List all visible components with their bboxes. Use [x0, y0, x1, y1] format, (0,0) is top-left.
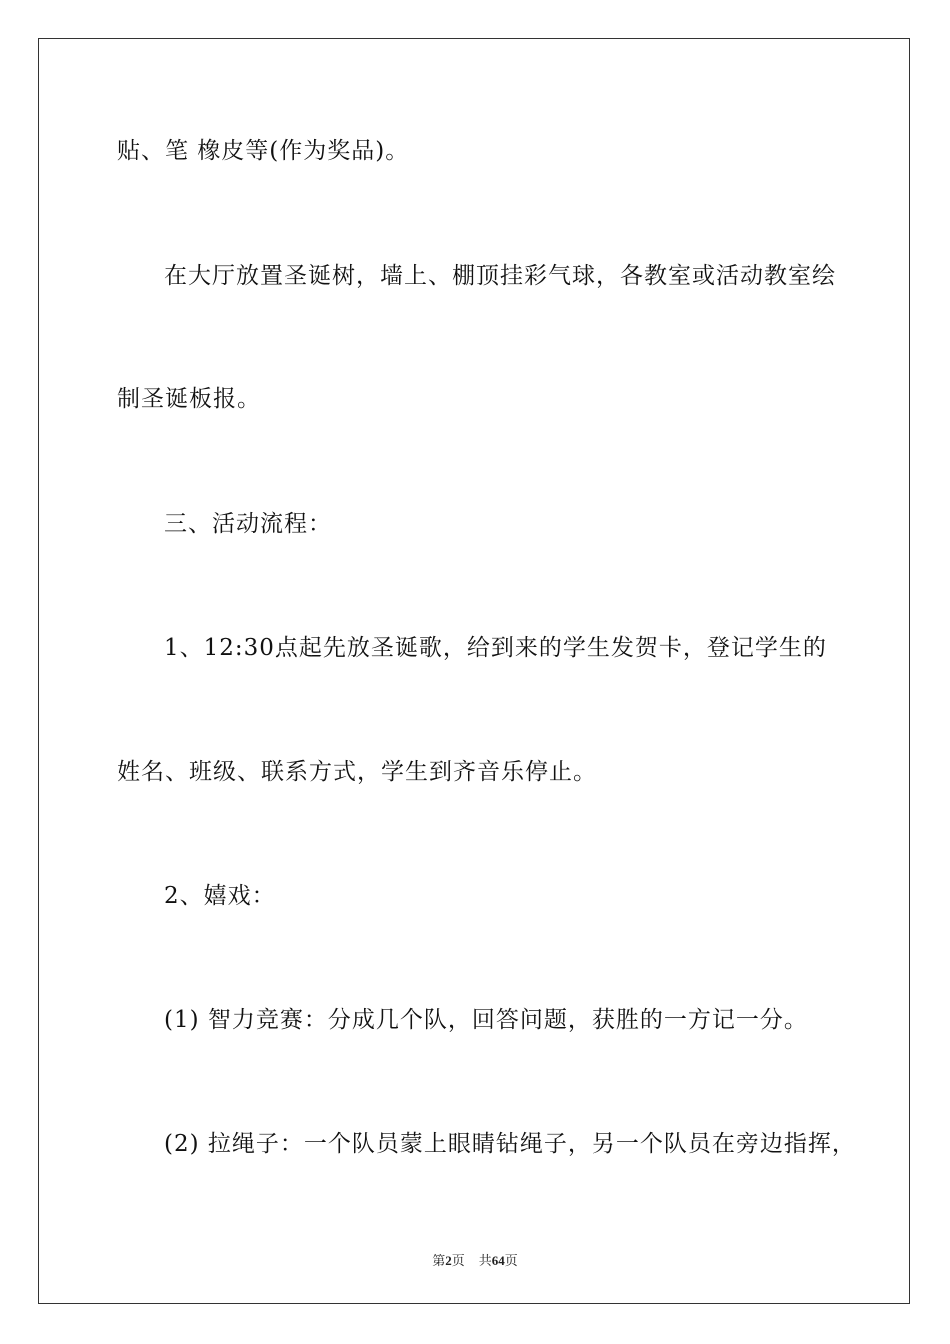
body-line-5: 1、12:30点起先放圣诞歌，给到来的学生发贺卡，登记学生的	[164, 635, 827, 661]
body-line-3: 制圣诞板报。	[117, 386, 261, 412]
footer-total-prefix: 共	[478, 1253, 492, 1268]
footer-total-pages: 64	[491, 1253, 505, 1268]
footer-page-number: 2	[445, 1253, 452, 1268]
body-line-8: (1) 智力竞赛：分成几个队，回答问题，获胜的一方记一分。	[164, 1007, 808, 1033]
body-line-7: 2、嬉戏：	[164, 883, 276, 909]
page-footer	[0, 1250, 950, 1269]
body-line-2: 在大厅放置圣诞树，墙上、棚顶挂彩气球，各教室或活动教室绘	[164, 263, 836, 289]
body-line-6: 姓名、班级、联系方式，学生到齐音乐停止。	[117, 759, 597, 785]
page-frame	[38, 38, 910, 1304]
body-line-1: 贴、笔 橡皮等(作为奖品)。	[117, 138, 410, 164]
footer-page-unit: 页	[451, 1253, 465, 1268]
footer-page-prefix: 第	[432, 1253, 446, 1268]
footer-total-unit: 页	[504, 1253, 518, 1268]
body-line-9: (2) 拉绳子：一个队员蒙上眼睛钻绳子，另一个队员在旁边指挥，	[164, 1131, 856, 1157]
section-heading: 三、活动流程：	[164, 511, 332, 537]
